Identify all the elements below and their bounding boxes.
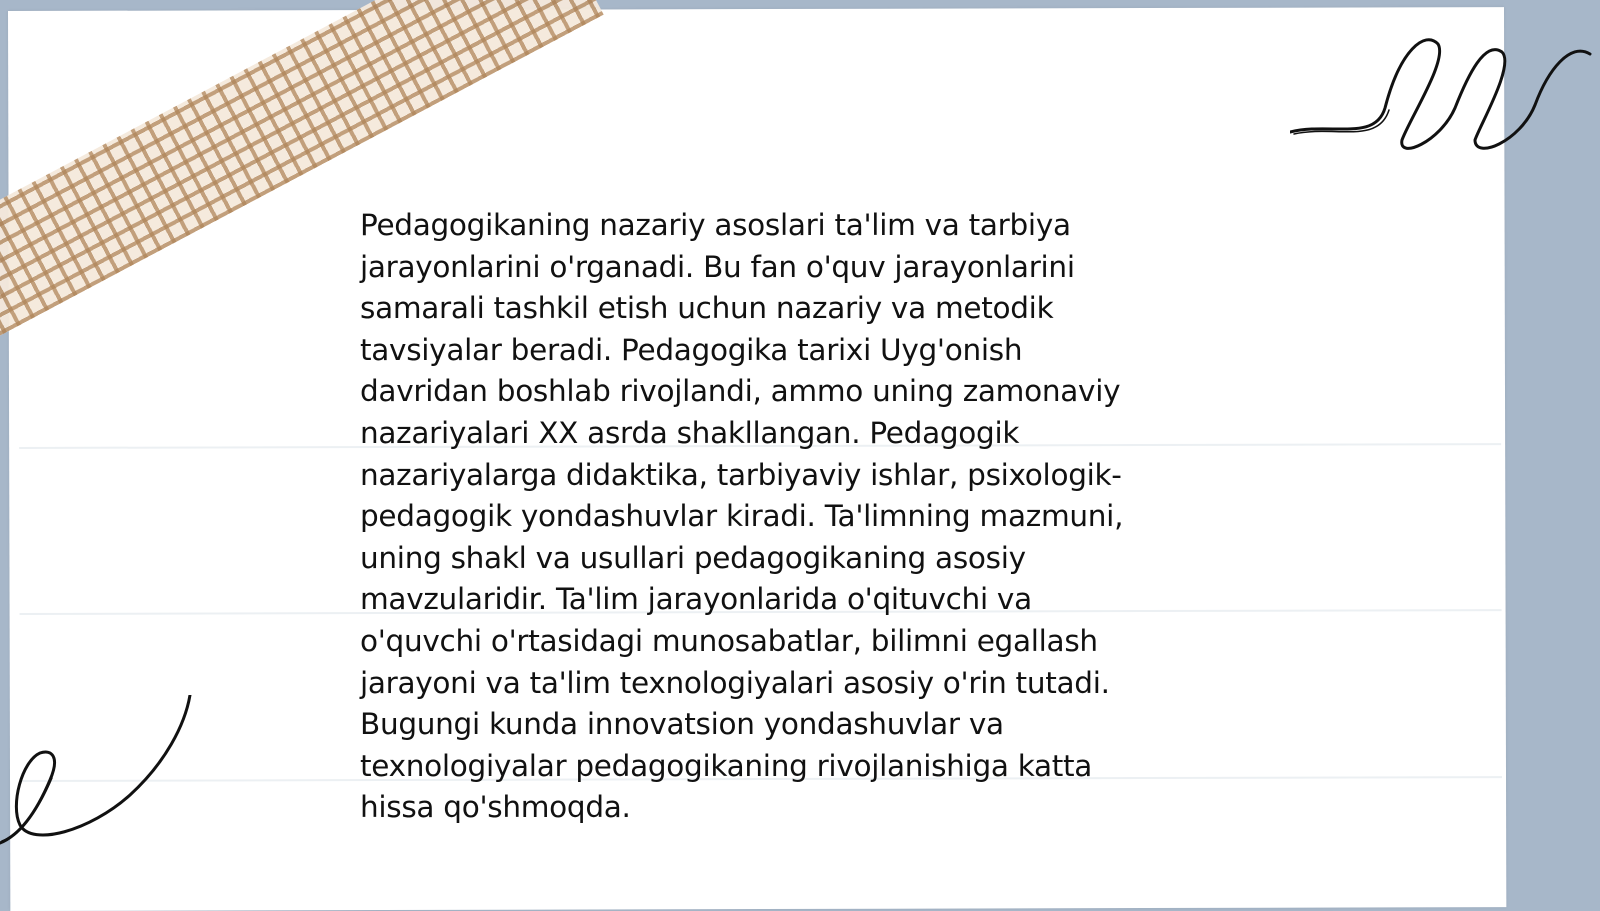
body-paragraph	[360, 205, 1240, 829]
paragraph-line: samarali tashkil etish uchun nazariy va metodik	[360, 291, 1054, 326]
paragraph-line: o'quvchi o'rtasidagi munosabatlar, bilimni egallash	[360, 623, 1098, 658]
paragraph-line: mavzularidir. Ta'lim jarayonlarida o'qituvchi va	[360, 582, 1032, 617]
paragraph-line: davridan boshlab rivojlandi, ammo uning zamonaviy	[360, 374, 1121, 409]
paragraph-line: Bugungi kunda innovatsion yondashuvlar va	[360, 707, 1004, 742]
paragraph-line: tavsiyalar beradi. Pedagogika tarixi Uyg'onish	[360, 332, 1023, 367]
paragraph-line: hissa qo'shmoqda.	[360, 790, 631, 825]
paragraph-line: jarayoni va ta'lim texnologiyalari asosiy o'rin tutadi.	[360, 665, 1110, 700]
swirl-scribble-icon	[0, 695, 200, 855]
paragraph-line: Pedagogikaning nazariy asoslari ta'lim va tarbiya	[360, 208, 1071, 242]
paragraph-line: uning shakl va usullari pedagogikaning asosiy	[360, 540, 1026, 575]
loop-scribble-icon	[1290, 30, 1600, 165]
paragraph-line: pedagogik yondashuvlar kiradi. Ta'limning mazmuni,	[360, 499, 1124, 534]
paragraph-line: nazariyalarga didaktika, tarbiyaviy ishlar, psixologik-	[360, 457, 1122, 492]
paragraph-line: texnologiyalar pedagogikaning rivojlanishiga katta	[360, 748, 1093, 783]
paragraph-line: jarayonlarini o'rganadi. Bu fan o'quv jarayonlarini	[360, 249, 1075, 284]
paragraph-line: nazariyalari XX asrda shakllangan. Pedagogik	[360, 415, 1020, 450]
